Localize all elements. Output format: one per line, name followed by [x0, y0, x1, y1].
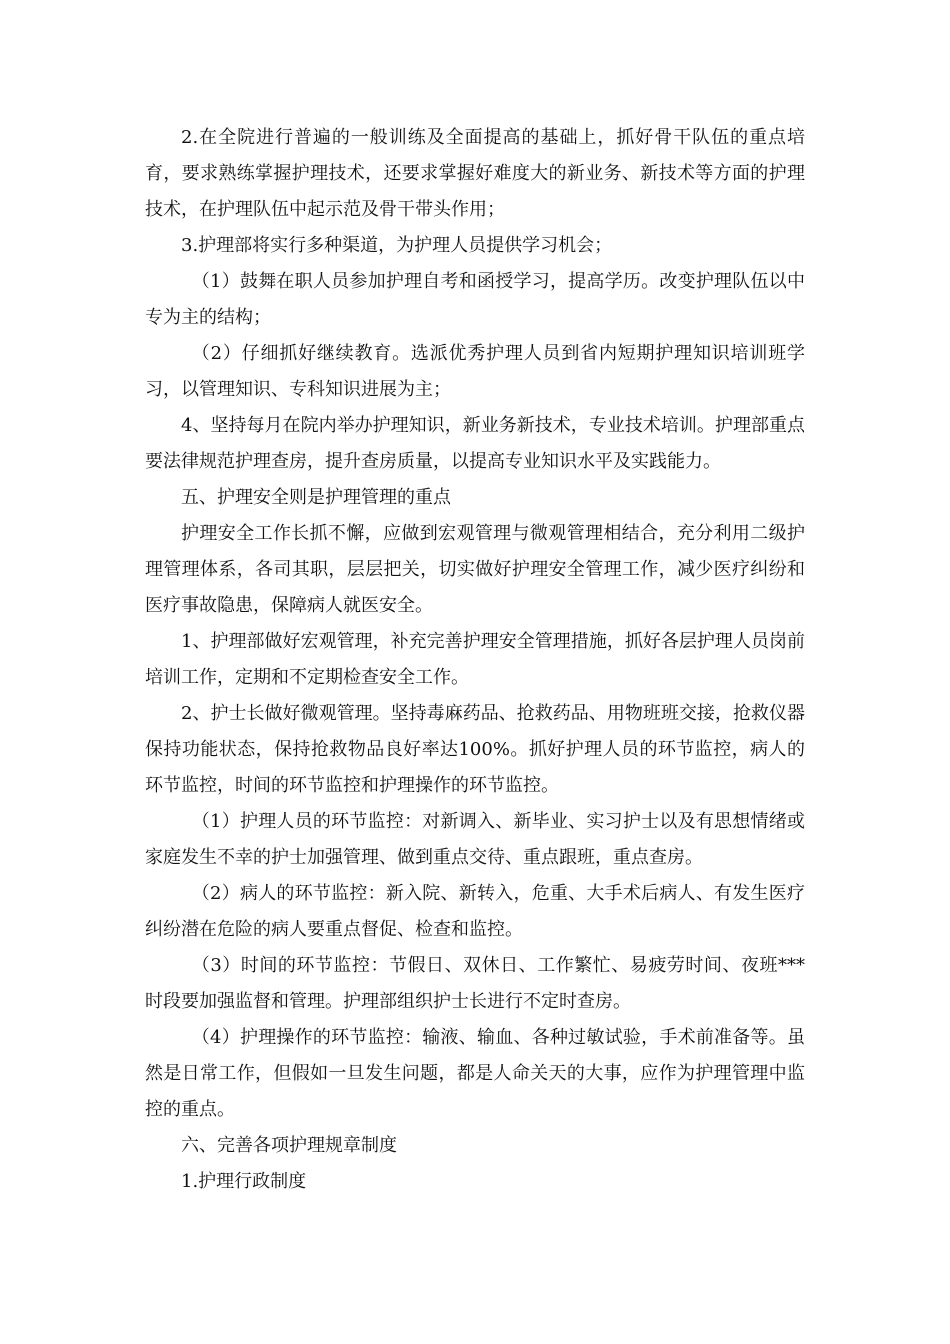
paragraph-patient-monitoring: （2）病人的环节监控：新入院、新转入，危重、大手术后病人、有发生医疗纠纷潜在危险的病人要重点督促、检查和监控。	[145, 883, 805, 940]
paragraph-learning-channels: 3.护理部将实行多种渠道，为护理人员提供学习机会；	[181, 235, 613, 256]
paragraph-self-study: （1）鼓舞在职人员参加护理自考和函授学习，提高学历。改变护理队伍以中专为主的结构；	[145, 271, 805, 328]
paragraph-backbone-training: 2.在全院进行普遍的一般训练及全面提高的基础上，抓好骨干队伍的重点培育，要求熟练掌握护理技术，还要求掌握好难度大的新业务、新技术等方面的护理技术，在护理队伍中起示范及骨干带头作用；	[145, 127, 805, 220]
paragraph-time-monitoring: （3）时间的环节监控：节假日、双休日、工作繁忙、易疲劳时间、夜班***时段要加强监督和管理。护理部组织护士长进行不定时查房。	[145, 955, 805, 1012]
paragraph-safety-overview: 护理安全工作长抓不懈，应做到宏观管理与微观管理相结合，充分利用二级护理管理体系，各司其职，层层把关，切实做好护理安全管理工作，减少医疗纠纷和医疗事故隐患，保障病人就医安全。	[145, 523, 805, 616]
paragraph-continuing-education: （2）仔细抓好继续教育。选派优秀护理人员到省内短期护理知识培训班学习，以管理知识、专科知识进展为主；	[145, 343, 805, 400]
paragraph-monthly-training: 4、坚持每月在院内举办护理知识，新业务新技术，专业技术培训。护理部重点要法律规范护理查房，提升查房质量，以提高专业知识水平及实践能力。	[145, 415, 805, 472]
section-heading-safety: 五、护理安全则是护理管理的重点	[181, 487, 451, 508]
paragraph-macro-management: 1、护理部做好宏观管理，补充完善护理安全管理措施，抓好各层护理人员岗前培训工作，定期和不定期检查安全工作。	[145, 631, 805, 688]
paragraph-staff-monitoring: （1）护理人员的环节监控：对新调入、新毕业、实习护士以及有思想情绪或家庭发生不幸的护士加强管理、做到重点交待、重点跟班，重点查房。	[145, 811, 805, 868]
document-body	[145, 120, 805, 1200]
paragraph-admin-rules: 1.护理行政制度	[181, 1171, 307, 1192]
paragraph-operation-monitoring: （4）护理操作的环节监控：输液、输血、各种过敏试验，手术前准备等。虽然是日常工作，但假如一旦发生问题，都是人命关天的大事，应作为护理管理中监控的重点。	[145, 1027, 805, 1120]
paragraph-micro-management: 2、护士长做好微观管理。坚持毒麻药品、抢救药品、用物班班交接，抢救仪器保持功能状态，保持抢救物品良好率达100%。抓好护理人员的环节监控，病人的环节监控，时间的环节监控和护理操作的环节监控。	[145, 703, 805, 796]
section-heading-regulations: 六、完善各项护理规章制度	[181, 1135, 397, 1156]
